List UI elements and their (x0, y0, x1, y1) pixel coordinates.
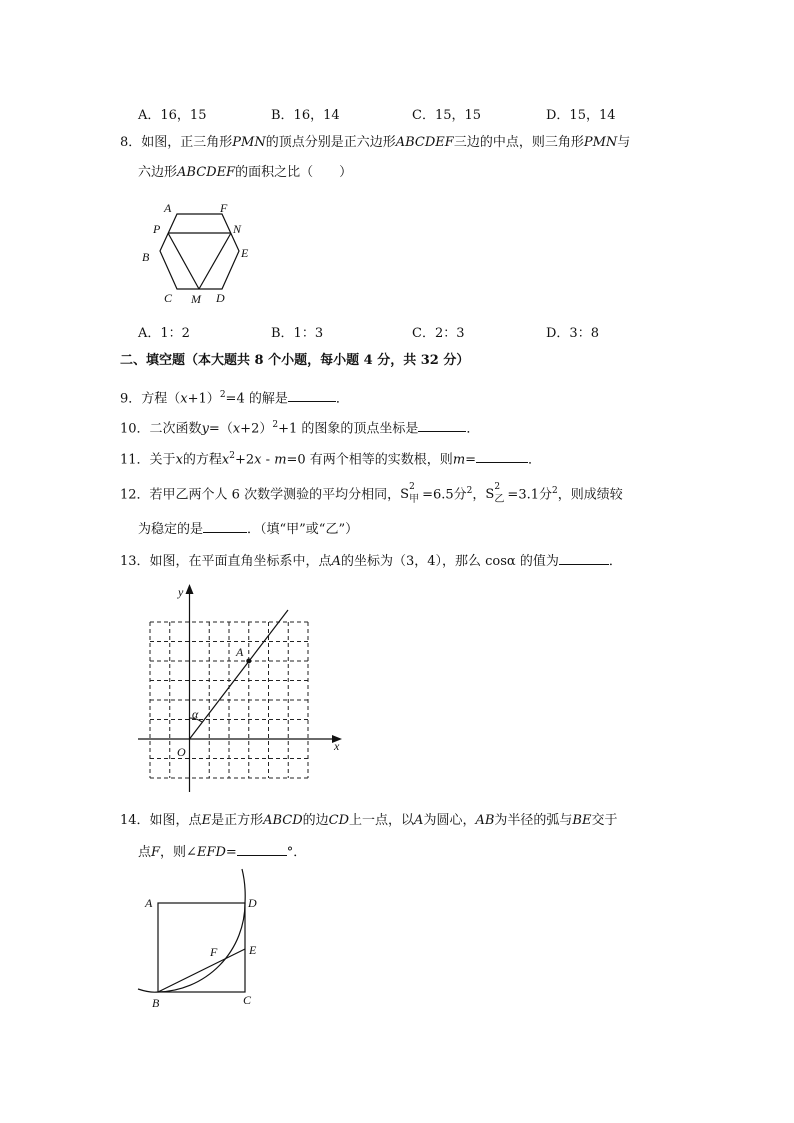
label-e: E (241, 246, 249, 260)
label-c: C (164, 291, 173, 305)
label-p: P (153, 222, 161, 236)
variance-yi: S 2 乙 (485, 482, 505, 506)
q12-line1: 12．若甲乙两个人 6 次数学测验的平均分相同，S 2 甲 =6.5分$^2$，S 2 乙 =3.1分$^2$，则成绩较 (120, 482, 623, 506)
q14-line2: 点F，则∠EFD= °． (138, 845, 307, 860)
coordinate-grid-figure (130, 580, 350, 795)
label-e: E (249, 943, 257, 957)
q7-option-c: C．15，15 (412, 108, 482, 123)
label-f: F (210, 945, 218, 959)
label-b: B (142, 250, 150, 264)
q13: 13．如图，在平面直角坐标系中，点A的坐标为（3，4），那么 cosα 的值为 ． (120, 554, 622, 569)
q10: 10．二次函数$y=(x+2)^2+1$ 的图象的顶点坐标是 ． (120, 420, 480, 437)
q10-answer-blank[interactable] (418, 419, 466, 432)
q8-option-c: C．2：3 (412, 326, 465, 341)
q12-line2: 为稳定的是 ．（填“甲”或“乙”） (138, 522, 359, 537)
q8-option-a: A．1：2 (138, 326, 190, 341)
q9-answer-blank[interactable] (288, 389, 336, 402)
q8-option-d: D．3：8 (546, 326, 599, 341)
q8-stem-line2: 六边形ABCDEF的面积之比（ ） (138, 165, 353, 180)
q14-line1: 14．如图，点E是正方形ABCD的边CD上一点，以A为圆心，AB为半径的弧与BE交于 (120, 813, 618, 828)
label-a: A (145, 896, 153, 910)
label-d: D (248, 896, 257, 910)
q14-answer-blank[interactable] (237, 843, 287, 856)
q7-option-d: D．15，14 (546, 108, 616, 123)
square-arc-figure (130, 865, 270, 1015)
section-title: 二、填空题（本大题共 8 个小题，每小题 4 分，共 32 分） (120, 353, 470, 368)
q7-option-a: A．16，15 (138, 108, 207, 123)
q11-answer-blank[interactable] (476, 450, 528, 463)
label-b: B (152, 996, 160, 1010)
label-m: M (191, 292, 201, 306)
label-x-axis: x (334, 739, 340, 753)
q13-answer-blank[interactable] (559, 552, 609, 565)
label-alpha: α (192, 707, 199, 721)
label-point-a: A (236, 645, 244, 659)
label-origin: O (177, 745, 186, 759)
q9: 9．方程$(x+1)^2=4$ 的解是 ． (120, 390, 349, 407)
q12-answer-blank[interactable] (203, 520, 247, 533)
label-a: A (164, 201, 172, 215)
hexagon-figure (130, 195, 260, 310)
q7-option-b: B．16，14 (271, 108, 340, 123)
q8-stem-line1: 8．如图，正三角形PMN的顶点分别是正六边形ABCDEF三边的中点，则三角形PMN与 (120, 135, 631, 150)
q8-option-b: B．1：3 (271, 326, 324, 341)
label-y-axis: y (178, 585, 184, 599)
label-c: C (243, 993, 252, 1007)
label-f: F (220, 201, 228, 215)
q11: 11．关于x的方程$x^2+2x - m=0$ 有两个相等的实数根，则m= ． (120, 451, 542, 468)
variance-jia: S 2 甲 (400, 482, 420, 506)
label-d: D (216, 291, 225, 305)
label-n: N (233, 222, 242, 236)
